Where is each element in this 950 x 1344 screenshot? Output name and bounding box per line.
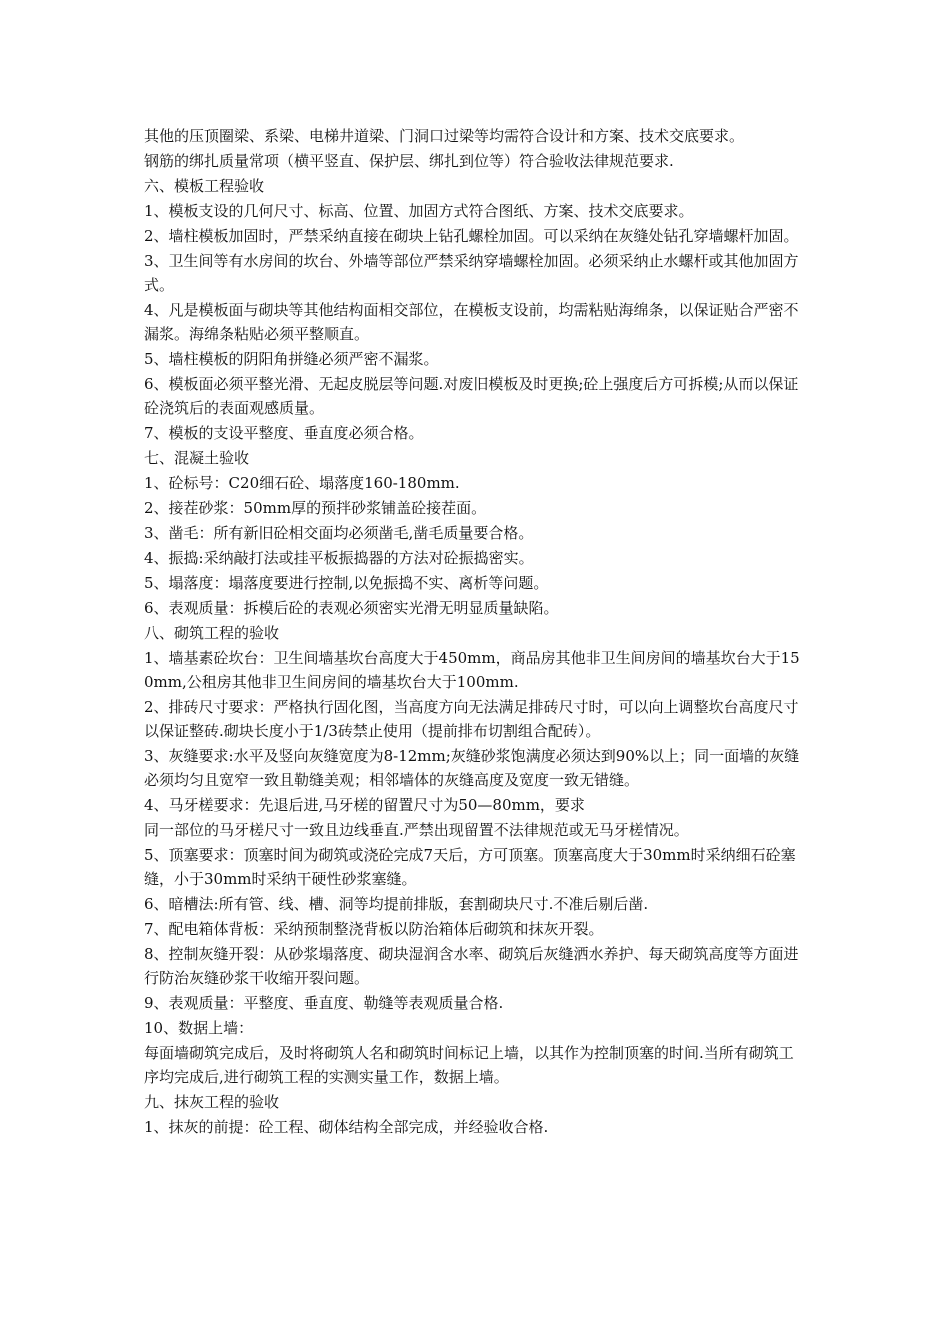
paragraph: 6、暗槽法:所有管、线、槽、洞等均提前排版，套割砌块尺寸.不准后剔后凿. [144,895,649,913]
paragraph: 6、表观质量：拆模后砼的表观必须密实光滑无明显质量缺陷。 [144,599,559,617]
paragraph: 7、配电箱体背板：采纳预制整浇背板以防治箱体后砌筑和抹灰开裂。 [144,920,604,938]
document-body [144,124,806,1140]
paragraph: 其他的压顶圈梁、系梁、电梯井道梁、门洞口过梁等均需符合设计和方案、技术交底要求。 [144,127,745,145]
paragraph: 9、表观质量：平整度、垂直度、勒缝等表观质量合格. [144,994,504,1012]
paragraph: 5、塌落度：塌落度要进行控制,以免振捣不实、离析等问题。 [144,574,549,592]
section-heading: 七、混凝土验收 [144,449,250,467]
paragraph: 2、墙柱模板加固时，严禁采纳直接在砌块上钻孔螺栓加固。可以采纳在灰缝处钻孔穿墙螺杆加固。 [144,227,799,245]
paragraph: 每面墙砌筑完成后，及时将砌筑人名和砌筑时间标记上墙，以其作为控制顶塞的时间.当所有砌筑工序均完成后,进行砌筑工程的实测实量工作，数据上墙。 [144,1044,794,1086]
section-heading: 六、模板工程验收 [144,177,265,195]
paragraph: 8、控制灰缝开裂：从砂浆塌落度、砌块湿润含水率、砌筑后灰缝洒水养护、每天砌筑高度等方面进行防治灰缝砂浆干收缩开裂问题。 [144,945,799,987]
section-heading: 八、砌筑工程的验收 [144,624,280,642]
paragraph: 4、振捣:采纳敲打法或挂平板振捣器的方法对砼振捣密实。 [144,549,534,567]
paragraph: 1、砼标号：C20细石砼、塌落度160-180mm. [144,474,460,492]
paragraph: 3、灰缝要求:水平及竖向灰缝宽度为8-12mm;灰缝砂浆饱满度必须达到90%以上；同一面墙的灰缝必须均匀且宽窄一致且勒缝美观；相邻墙体的灰缝高度及宽度一致无错缝。 [144,747,800,789]
paragraph: 同一部位的马牙槎尺寸一致且边线垂直.严禁出现留置不法律规范或无马牙槎情况。 [144,821,689,839]
paragraph: 4、马牙槎要求：先退后进,马牙槎的留置尺寸为50—80mm，要求 [144,796,585,814]
paragraph: 2、接茬砂浆：50mm厚的预拌砂浆铺盖砼接茬面。 [144,499,487,517]
paragraph: 7、模板的支设平整度、垂直度必须合格。 [144,424,424,442]
paragraph: 1、墙基素砼坎台：卫生间墙基坎台高度大于450mm，商品房其他非卫生间房间的墙基坎台大于150mm,公租房其他非卫生间房间的墙基坎台大于100mm. [144,649,800,691]
paragraph: 3、凿毛：所有新旧砼相交面均必须凿毛,凿毛质量要合格。 [144,524,534,542]
paragraph: 2、排砖尺寸要求：严格执行固化图，当高度方向无法满足排砖尺寸时，可以向上调整坎台高度尺寸以保证整砖.砌块长度小于1/3砖禁止使用（提前排布切割组合配砖）。 [144,698,799,740]
paragraph: 3、卫生间等有水房间的坎台、外墙等部位严禁采纳穿墙螺栓加固。必须采纳止水螺杆或其他加固方式。 [144,252,799,294]
paragraph: 钢筋的绑扎质量常项（横平竖直、保护层、绑扎到位等）符合验收法律规范要求. [144,152,674,170]
paragraph: 10、数据上墙： [144,1019,254,1037]
paragraph: 1、抹灰的前提：砼工程、砌体结构全部完成，并经验收合格. [144,1118,549,1136]
paragraph: 5、顶塞要求：顶塞时间为砌筑或浇砼完成7天后，方可顶塞。顶塞高度大于30mm时采纳细石砼塞缝，小于30mm时采纳干硬性砂浆塞缝。 [144,846,796,888]
paragraph: 5、墙柱模板的阴阳角拼缝必须严密不漏浆。 [144,350,439,368]
section-heading: 九、抹灰工程的验收 [144,1093,280,1111]
paragraph: 4、凡是模板面与砌块等其他结构面相交部位，在模板支设前，均需粘贴海绵条，以保证贴合严密不漏浆。海绵条粘贴必须平整顺直。 [144,301,799,343]
paragraph: 6、模板面必须平整光滑、无起皮脱层等问题.对废旧模板及时更换;砼上强度后方可拆模;从而以保证砼浇筑后的表面观感质量。 [144,375,799,417]
paragraph: 1、模板支设的几何尺寸、标高、位置、加固方式符合图纸、方案、技术交底要求。 [144,202,694,220]
